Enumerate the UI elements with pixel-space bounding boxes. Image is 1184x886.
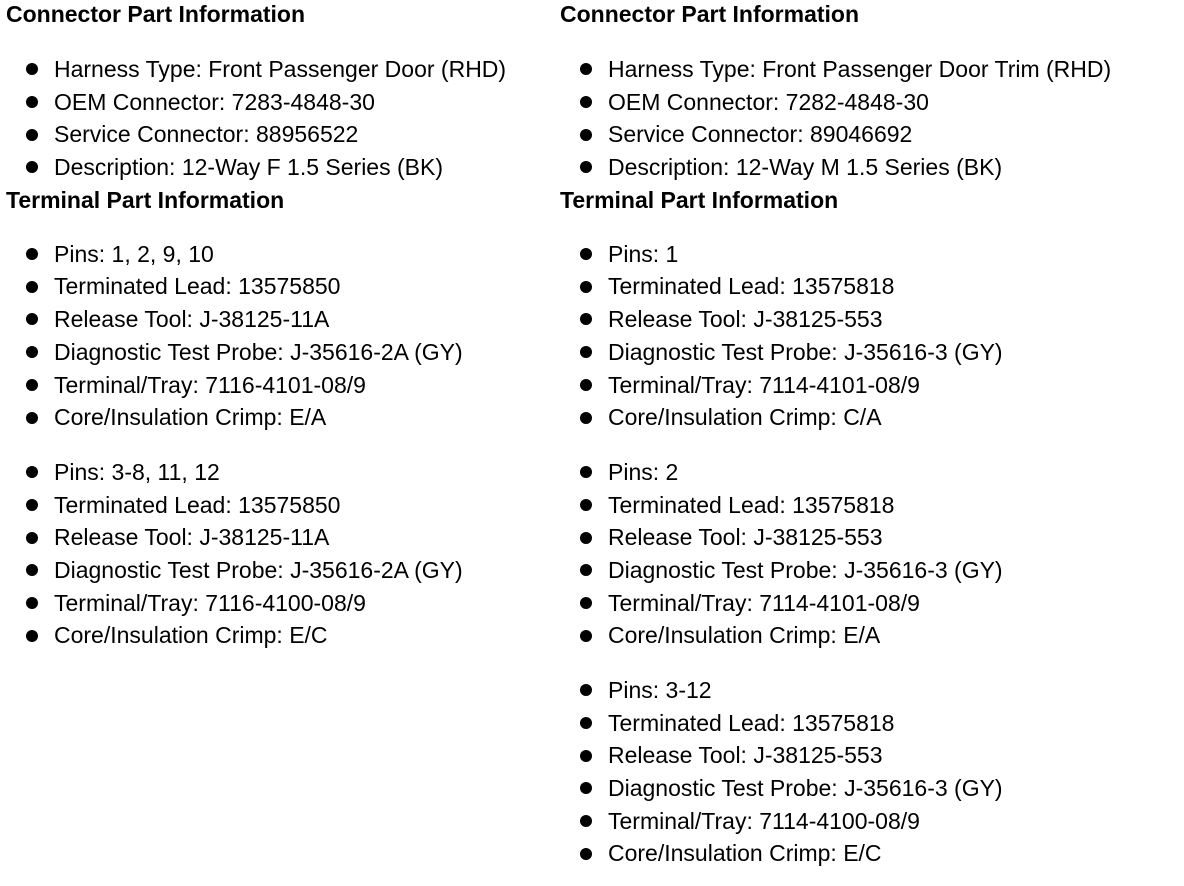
bullet-icon xyxy=(580,346,592,358)
list-item-text: Pins: 1 xyxy=(608,240,679,267)
list-item xyxy=(560,489,1180,522)
connector-heading: Connector Part Information xyxy=(560,1,860,27)
bullet-icon xyxy=(26,346,38,358)
bullet-icon xyxy=(26,630,38,642)
list-item-text: Service Connector: 89046692 xyxy=(608,121,913,148)
list-item-text: OEM Connector: 7283-4848-30 xyxy=(54,88,375,115)
right-column xyxy=(560,0,1180,870)
bullet-icon xyxy=(580,281,592,293)
bullet-icon xyxy=(580,684,592,696)
bullet-icon xyxy=(26,532,38,544)
list-item-text: Terminal/Tray: 7116-4100-08/9 xyxy=(54,589,366,616)
list-item-text: Pins: 3-8, 11, 12 xyxy=(54,458,220,485)
terminal-info-list xyxy=(560,238,1180,434)
terminal-info-list xyxy=(6,238,556,434)
list-item-text: Pins: 1, 2, 9, 10 xyxy=(54,240,214,267)
list-item xyxy=(6,456,556,489)
list-item xyxy=(560,587,1180,620)
list-item xyxy=(560,151,1180,184)
bullet-icon xyxy=(26,499,38,511)
bullet-icon xyxy=(26,281,38,293)
list-item-text: Diagnostic Test Probe: J-35616-3 (GY) xyxy=(608,556,1003,583)
bullet-icon xyxy=(26,96,38,108)
list-item-text: Core/Insulation Crimp: E/C xyxy=(54,622,328,649)
list-item-text: Diagnostic Test Probe: J-35616-2A (GY) xyxy=(54,338,463,365)
bullet-icon xyxy=(580,630,592,642)
left-column xyxy=(6,0,556,652)
list-item xyxy=(560,456,1180,489)
list-item xyxy=(6,369,556,402)
list-item-text: Terminated Lead: 13575850 xyxy=(54,491,341,518)
bullet-icon xyxy=(580,750,592,762)
list-item-text: Service Connector: 88956522 xyxy=(54,121,359,148)
list-item xyxy=(6,118,556,151)
list-item-text: Pins: 3-12 xyxy=(608,677,712,703)
list-item-text: Release Tool: J-38125-553 xyxy=(608,524,883,551)
list-item xyxy=(560,369,1180,402)
bullet-icon xyxy=(580,717,592,729)
bullet-icon xyxy=(580,248,592,260)
list-item-text: Core/Insulation Crimp: E/A xyxy=(54,404,327,431)
list-item xyxy=(6,401,556,434)
list-item xyxy=(6,270,556,303)
bullet-icon xyxy=(580,499,592,511)
list-item-text: Terminal/Tray: 7114-4100-08/9 xyxy=(608,807,920,834)
list-item-text: Release Tool: J-38125-553 xyxy=(608,742,883,769)
list-item xyxy=(560,86,1180,119)
list-item xyxy=(560,619,1180,652)
bullet-icon xyxy=(580,63,592,75)
list-item xyxy=(560,401,1180,434)
bullet-icon xyxy=(26,379,38,391)
list-item xyxy=(560,554,1180,587)
bullet-icon xyxy=(580,412,592,424)
bullet-icon xyxy=(580,597,592,609)
terminal-heading: Terminal Part Information xyxy=(6,186,285,213)
list-item xyxy=(560,238,1180,271)
list-item xyxy=(560,270,1180,303)
list-item-text: Core/Insulation Crimp: E/A xyxy=(608,622,881,649)
bullet-icon xyxy=(580,564,592,576)
list-item-text: Terminated Lead: 13575818 xyxy=(608,491,895,518)
bullet-icon xyxy=(26,412,38,424)
list-item xyxy=(560,118,1180,151)
list-item xyxy=(560,53,1180,86)
bullet-icon xyxy=(580,96,592,108)
terminal-info-list xyxy=(560,456,1180,652)
list-item xyxy=(560,303,1180,336)
bullet-icon xyxy=(580,313,592,325)
list-item xyxy=(560,707,1180,740)
list-item xyxy=(560,772,1180,805)
list-item xyxy=(6,336,556,369)
list-item-text: Description: 12-Way M 1.5 Series (BK) xyxy=(608,154,1003,181)
list-item xyxy=(6,521,556,554)
bullet-icon xyxy=(580,379,592,391)
list-item-text: Terminal/Tray: 7114-4101-08/9 xyxy=(608,589,920,616)
list-item-text: Release Tool: J-38125-553 xyxy=(608,306,883,333)
bullet-icon xyxy=(26,248,38,260)
bullet-icon xyxy=(26,63,38,75)
list-item-text: Diagnostic Test Probe: J-35616-3 (GY) xyxy=(608,338,1003,365)
bullet-icon xyxy=(26,129,38,141)
list-item xyxy=(6,238,556,271)
list-item xyxy=(560,739,1180,772)
list-item xyxy=(560,336,1180,369)
list-item-text: Release Tool: J-38125-11A xyxy=(54,524,330,551)
list-item xyxy=(6,554,556,587)
list-item-text: Core/Insulation Crimp: C/A xyxy=(608,404,882,431)
bullet-icon xyxy=(580,532,592,544)
list-item xyxy=(560,805,1180,838)
bullet-icon xyxy=(580,848,592,860)
list-item xyxy=(6,53,556,86)
list-item xyxy=(560,837,1180,870)
list-item-text: Release Tool: J-38125-11A xyxy=(54,306,330,333)
terminal-heading: Terminal Part Information xyxy=(560,186,839,213)
list-item-text: Terminated Lead: 13575818 xyxy=(608,709,895,736)
bullet-icon xyxy=(26,597,38,609)
list-item-text: Harness Type: Front Passenger Door Trim (RHD) xyxy=(608,56,1112,82)
list-item-text: Diagnostic Test Probe: J-35616-2A (GY) xyxy=(54,556,463,583)
list-item xyxy=(560,521,1180,554)
bullet-icon xyxy=(580,161,592,173)
list-item xyxy=(6,619,556,652)
bullet-icon xyxy=(580,466,592,478)
terminal-info-list xyxy=(6,456,556,652)
list-item-text: Terminated Lead: 13575850 xyxy=(54,273,341,300)
bullet-icon xyxy=(580,815,592,827)
bullet-icon xyxy=(580,129,592,141)
connector-info-list xyxy=(560,53,1180,184)
list-item xyxy=(6,151,556,184)
bullet-icon xyxy=(26,466,38,478)
list-item xyxy=(6,303,556,336)
list-item-text: Description: 12-Way F 1.5 Series (BK) xyxy=(54,154,443,181)
list-item xyxy=(6,489,556,522)
bullet-icon xyxy=(26,161,38,173)
bullet-icon xyxy=(26,564,38,576)
list-item-text: Terminated Lead: 13575818 xyxy=(608,273,895,300)
list-item-text: Pins: 2 xyxy=(608,458,679,485)
list-item xyxy=(6,587,556,620)
connector-info-list xyxy=(6,53,556,184)
list-item xyxy=(6,86,556,119)
list-item-text: Diagnostic Test Probe: J-35616-3 (GY) xyxy=(608,775,1003,802)
list-item-text: Harness Type: Front Passenger Door (RHD) xyxy=(54,56,507,82)
list-item-text: Core/Insulation Crimp: E/C xyxy=(608,840,882,867)
list-item-text: Terminal/Tray: 7116-4101-08/9 xyxy=(54,371,366,398)
bullet-icon xyxy=(580,782,592,794)
list-item-text: OEM Connector: 7282-4848-30 xyxy=(608,88,929,115)
terminal-info-list xyxy=(560,674,1180,870)
bullet-icon xyxy=(26,313,38,325)
connector-heading: Connector Part Information xyxy=(6,1,306,27)
list-item xyxy=(560,674,1180,707)
list-item-text: Terminal/Tray: 7114-4101-08/9 xyxy=(608,371,920,398)
